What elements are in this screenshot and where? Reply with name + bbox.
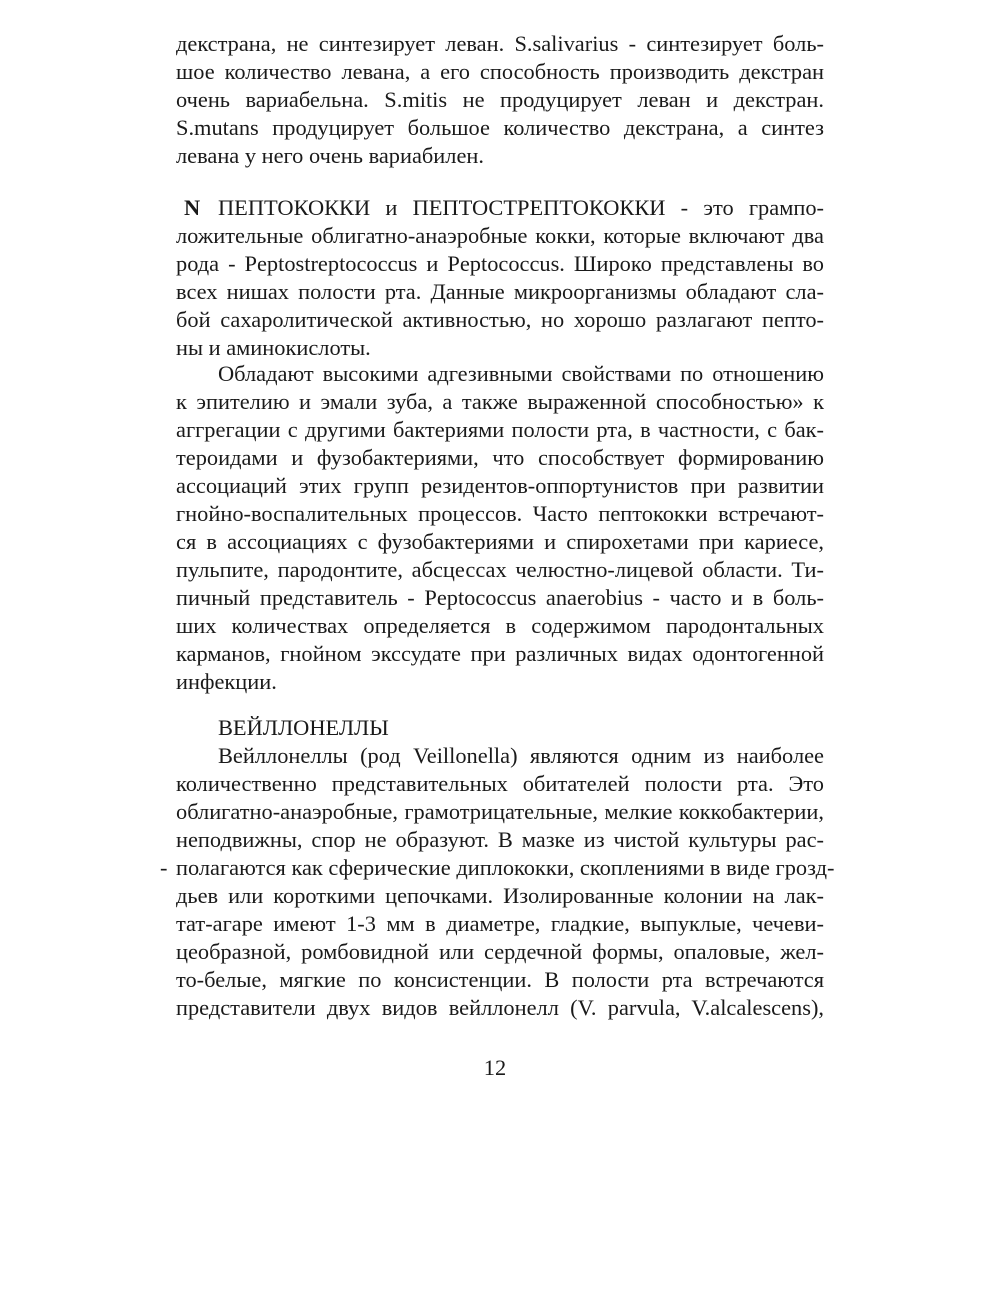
- margin-dash: -: [160, 855, 168, 880]
- text-line: облигатно-анаэробные, грамотрицательные, мелкие коккобактерии,: [176, 799, 824, 824]
- text-line: тероидами и фузобактериями, что способствует формированию: [176, 445, 824, 470]
- section-marker: N: [184, 195, 201, 220]
- text-line: ассоциаций этих групп резидентов-оппортунистов при развитии: [176, 473, 824, 498]
- text-line: шое количество левана, а его способность производить декстран: [176, 59, 824, 84]
- text-line: ших количествах определяется в содержимом пародонтальных: [176, 613, 824, 638]
- text-line: к эпителию и эмали зуба, а также выраженной способностью» к: [176, 389, 824, 414]
- text-line: представители двух видов вейллонелл (V. parvula, V.alcalescens),: [176, 995, 824, 1020]
- text-line: дьев или короткими цепочками. Изолированные колонии на лак-: [176, 883, 824, 908]
- text-line: всех нишах полости рта. Данные микроорганизмы обладают сла-: [176, 279, 824, 304]
- text-line: S.mutans продуцирует большое количество декстрана, а синтез: [176, 115, 824, 140]
- text-line: то-белые, мягкие по консистенции. В полости рта встречаются: [176, 967, 824, 992]
- text-line: бой сахаролитической активностью, но хорошо разлагают пепто-: [176, 307, 824, 332]
- text-line: ны и аминокислоты.: [176, 335, 371, 360]
- text-line: количественно представительных обитателей полости рта. Это: [176, 771, 824, 796]
- text-line: неподвижны, спор не образуют. В мазке из чистой культуры рас-: [176, 827, 824, 852]
- text-line: тат-агаре имеют 1-3 мм в диаметре, гладкие, выпуклые, чечеви-: [176, 911, 824, 936]
- text-line: декстрана, не синтезирует леван. S.salivarius - синтезирует боль-: [176, 31, 824, 56]
- text-line: пульпите, пародонтите, абсцессах челюстно-лицевой области. Ти-: [176, 557, 824, 582]
- text-line: ложительные облигатно-анаэробные кокки, которые включают два: [176, 223, 824, 248]
- text-line: инфекции.: [176, 669, 277, 694]
- section-heading: ВЕЙЛЛОНЕЛЛЫ: [218, 715, 389, 740]
- text-line: Вейллонеллы (род Veillonella) являются одним из наиболее: [218, 743, 824, 768]
- text-line: ся в ассоциациях с фузобактериями и спирохетами при кариесе,: [176, 529, 824, 554]
- section-heading-line: ПЕПТОКОККИ и ПЕПТОСТРЕПТОКОККИ - это грампо-: [218, 195, 824, 220]
- text-line: очень вариабельна. S.mitis не продуцирует леван и декстран.: [176, 87, 824, 112]
- text-line: гнойно-воспалительных процессов. Часто пептококки встречают-: [176, 501, 824, 526]
- text-line: аггрегации с другими бактериями полости рта, в частности, с бак-: [176, 417, 824, 442]
- text-line: цеобразной, ромбовидной или сердечной формы, опаловые, жел-: [176, 939, 824, 964]
- text-line: левана у него очень вариабилен.: [176, 143, 484, 168]
- text-line: карманов, гнойном экссудате при различных видах одонтогенной: [176, 641, 824, 666]
- page-number: 12: [483, 1055, 507, 1080]
- text-line: пичный представитель - Peptococcus anaerobius - часто и в боль-: [176, 585, 824, 610]
- text-line: рода - Peptostreptococcus и Peptococcus. Широко представлены во: [176, 251, 824, 276]
- text-line: полагаются как сферические диплококки, скоплениями в виде грозд-: [176, 855, 835, 880]
- text-line: Обладают высокими адгезивными свойствами по отношению: [218, 361, 824, 386]
